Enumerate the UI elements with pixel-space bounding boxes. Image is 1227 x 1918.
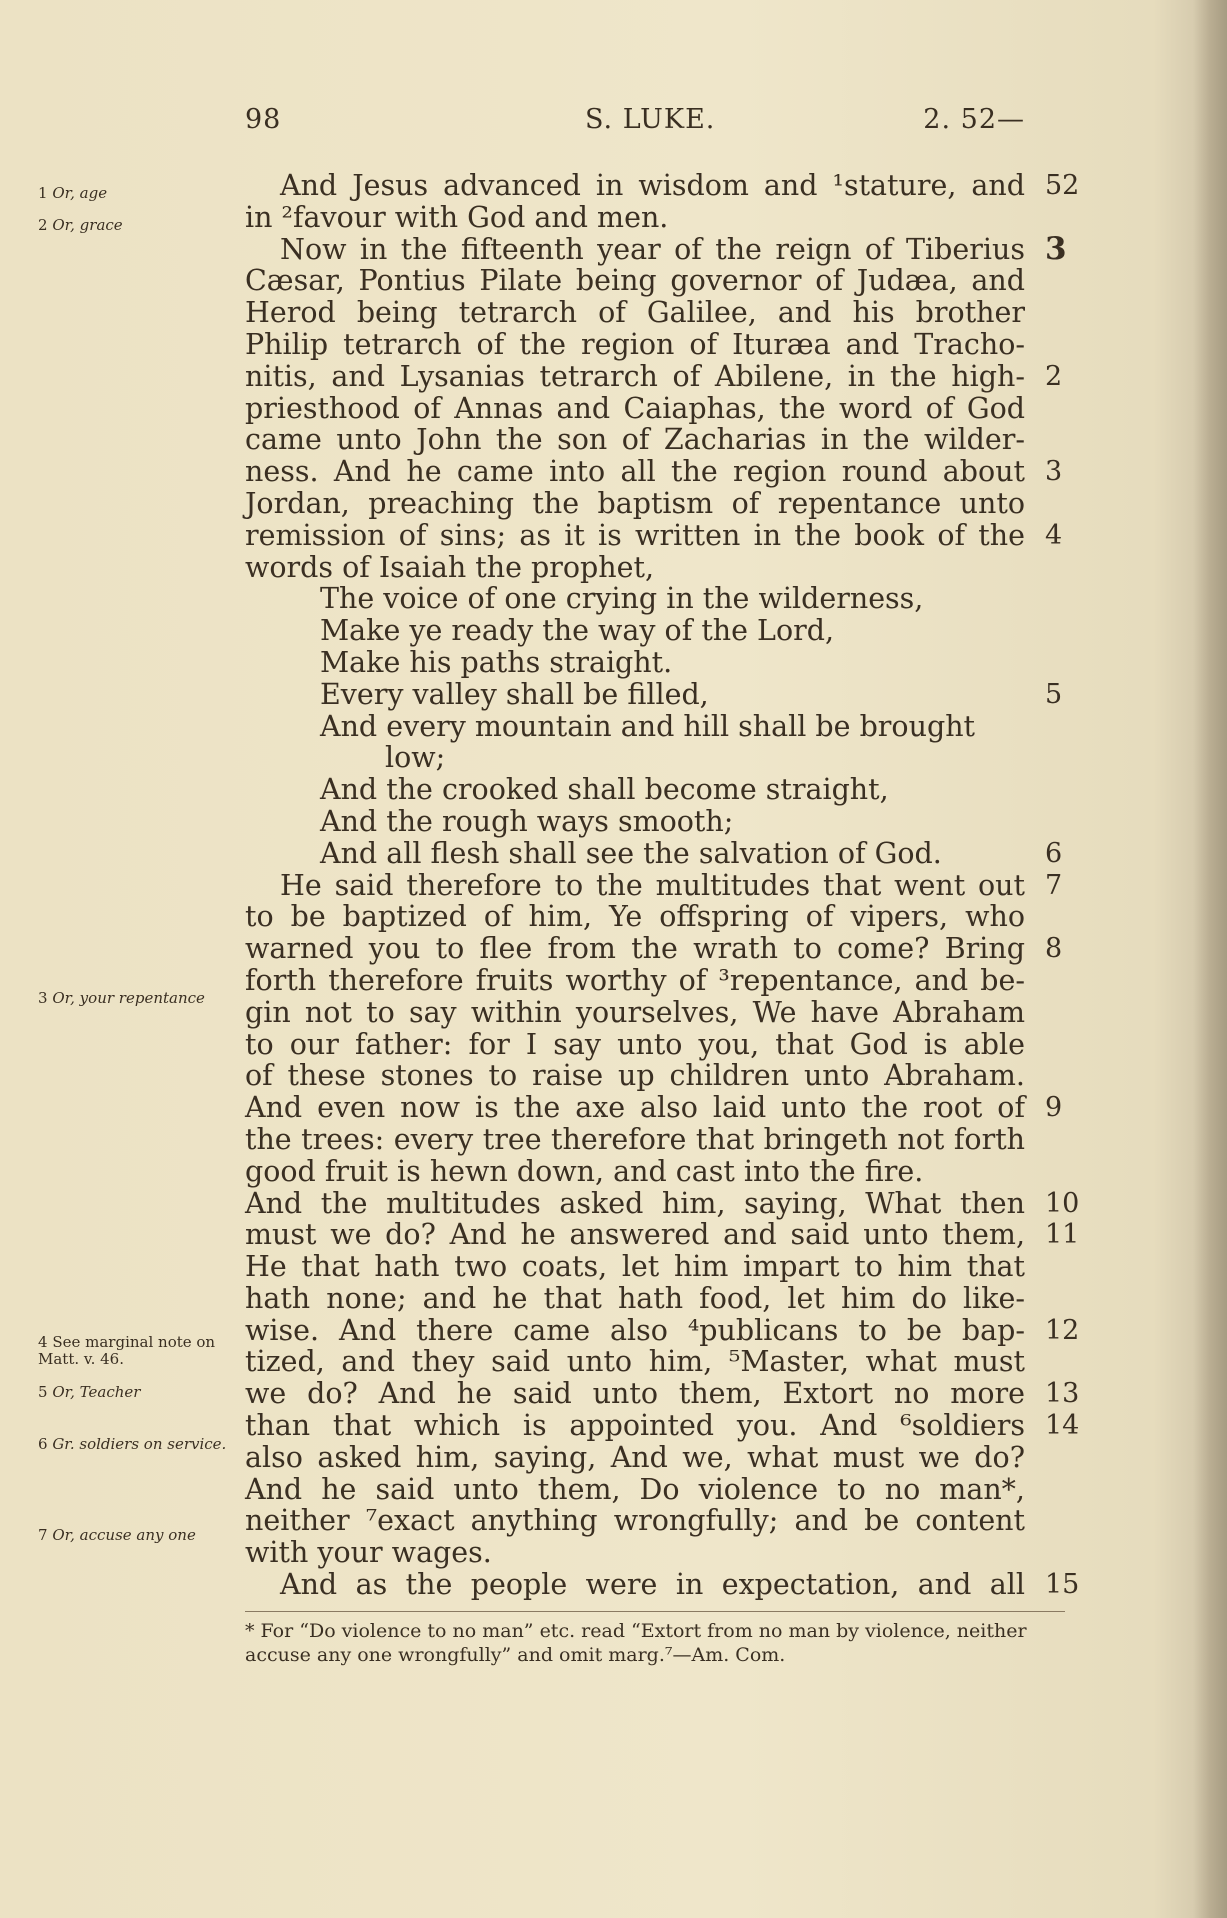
text-line (245, 1218, 1080, 1252)
line-text: And the crooked shall become straight, (320, 773, 889, 807)
text-line (245, 359, 1063, 393)
line-text: good fruit is hewn down, and cast into the fire. (245, 1154, 924, 1188)
text-line (245, 711, 1025, 743)
text-line (245, 1060, 1025, 1092)
chapter-verse-reference: 2. 52— (923, 104, 1025, 135)
text-line (245, 836, 1063, 870)
text-line (245, 488, 1025, 520)
line-text: And the multitudes asked him, saying, What then (245, 1186, 1025, 1220)
text-line (245, 552, 1025, 584)
line-text: And as the people were in expectation, and all (280, 1568, 1025, 1602)
verse-number: 12 (1045, 1314, 1080, 1346)
line-text: Now in the fifteenth year of the reign of Tiberius (280, 232, 1025, 266)
margin-note-7: 7 Or, accuse any one (38, 1526, 196, 1544)
margin-note-2: 2 Or, grace (38, 216, 123, 234)
text-line (245, 901, 1025, 933)
text-line (245, 1156, 1025, 1188)
verse-number: 8 (1045, 933, 1063, 965)
text-line (245, 806, 1025, 838)
verse-number: 9 (1045, 1092, 1063, 1124)
margin-note-3: 3 Or, your repentance (38, 989, 205, 1007)
line-text: to our father: for I say unto you, that God is able (245, 1027, 1025, 1061)
line-text: wise. And there came also ⁴publicans to be bap- (245, 1313, 1025, 1347)
margin-note-1: 1 Or, age (38, 184, 108, 202)
line-text: He said therefore to the multitudes that went out (280, 868, 1025, 902)
line-text: forth therefore fruits worthy of ³repentance, and be- (245, 963, 1025, 997)
line-text: gin not to say within yourselves, We have Abraham (245, 995, 1025, 1029)
line-text: Cæsar, Pontius Pilate being governor of Judæa, and (245, 264, 1025, 298)
line-text: hath none; and he that hath food, let him do like- (245, 1281, 1025, 1315)
margin-note-6: 6 Gr. soldiers on service. (38, 1435, 227, 1453)
margin-note-5: 5 Or, Teacher (38, 1383, 141, 1401)
line-text: with your wages. (245, 1536, 492, 1570)
line-text: of these stones to raise up children unto Abraham. (245, 1059, 1025, 1093)
verse-number: 3 (1045, 456, 1063, 488)
verse-number: 3 (1045, 230, 1067, 267)
line-text: the trees: every tree therefore that bringeth not forth (245, 1122, 1025, 1156)
page-edge-shadow (1193, 0, 1227, 1918)
line-text: Herod being tetrarch of Galilee, and his brother (245, 296, 1025, 330)
text-line (245, 868, 1063, 902)
line-text: in ²favour with God and men. (245, 200, 669, 234)
text-line (245, 393, 1025, 425)
line-text: Make ye ready the way of the Lord, (320, 614, 835, 648)
line-text: The voice of one crying in the wilderness, (320, 582, 924, 616)
line-text: Philip tetrarch of the region of Ituræa and Tracho- (245, 327, 1025, 361)
text-line (245, 1186, 1080, 1220)
page-number: 98 (245, 104, 282, 135)
text-line (245, 424, 1025, 456)
verse-number: 4 (1045, 519, 1063, 551)
text-line (245, 265, 1025, 297)
text-line (245, 1409, 1080, 1443)
line-text: also asked him, saying, And we, what must we do? (245, 1440, 1025, 1474)
line-text: And the rough ways smooth; (320, 804, 734, 838)
text-line (245, 1251, 1025, 1283)
verse-number: 6 (1045, 837, 1063, 869)
verse-number: 5 (1045, 678, 1063, 710)
verse-number: 13 (1045, 1378, 1080, 1410)
verse-number: 2 (1045, 360, 1063, 392)
verse-number: 52 (1045, 170, 1080, 201)
text-line (245, 1568, 1080, 1602)
text-line (245, 230, 1067, 267)
line-text: tized, and they said unto him, ⁵Master, what must (245, 1345, 1025, 1379)
text-line (245, 1029, 1025, 1061)
text-line (245, 1346, 1025, 1378)
text-line (245, 1091, 1063, 1125)
scripture-text (245, 169, 1080, 1602)
text-line (245, 997, 1025, 1029)
text-line (245, 742, 1025, 774)
text-line (245, 455, 1063, 489)
line-text: warned you to flee from the wrath to come? Bring (245, 932, 1025, 966)
line-text: words of Isaiah the prophet, (245, 550, 655, 584)
verse-number: 14 (1045, 1410, 1080, 1442)
line-text: And even now is the axe also laid unto the root of (245, 1091, 1025, 1125)
line-text: Jordan, preaching the baptism of repentance unto (245, 486, 1025, 520)
text-line (245, 615, 1025, 647)
verse-number: 10 (1045, 1187, 1080, 1219)
text-line (245, 297, 1025, 329)
text-line (245, 202, 1025, 234)
line-text: Make his paths straight. (320, 645, 673, 679)
line-text: ness. And he came into all the region round about (245, 455, 1025, 489)
text-line (245, 329, 1025, 361)
text-line (245, 1377, 1080, 1411)
text-line (245, 647, 1025, 679)
text-line (245, 932, 1063, 966)
line-text: He that hath two coats, let him impart to him that (245, 1250, 1025, 1284)
line-text: And he said unto them, Do violence to no man*, (245, 1472, 1025, 1506)
text-line (245, 583, 1025, 615)
text-line (245, 1474, 1025, 1506)
line-text: than that which is appointed you. And ⁶soldiers (245, 1409, 1025, 1443)
line-text: remission of sins; as it is written in the book of the (245, 518, 1025, 552)
line-text: must we do? And he answered and said unto them, (245, 1218, 1025, 1252)
verse-number: 11 (1045, 1219, 1080, 1251)
text-line (245, 774, 1025, 806)
running-header (245, 104, 1025, 144)
line-text: neither ⁷exact anything wrongfully; and be content (245, 1504, 1025, 1538)
line-text: to be baptized of him, Ye offspring of vipers, who (245, 900, 1025, 934)
text-line (245, 518, 1063, 552)
line-text: low; (385, 741, 446, 775)
margin-note-4: 4 See marginal note on Matt. v. 46. (38, 1333, 216, 1368)
line-text: And all flesh shall see the salvation of God. (320, 836, 942, 870)
line-text: priesthood of Annas and Caiaphas, the word of God (245, 391, 1025, 425)
footnote-rule (245, 1611, 1065, 1612)
text-line (245, 1537, 1025, 1569)
verse-number: 15 (1045, 1569, 1080, 1601)
text-line (245, 1313, 1080, 1347)
text-line (245, 1505, 1025, 1537)
line-text: nitis, and Lysanias tetrarch of Abilene, in the high- (245, 359, 1025, 393)
line-text: And every mountain and hill shall be brought (320, 709, 975, 743)
line-text: Every valley shall be filled, (320, 677, 709, 711)
verse-number: 7 (1045, 869, 1063, 901)
line-text: came unto John the son of Zacharias in the wilder- (245, 423, 1025, 457)
text-line (245, 965, 1025, 997)
text-line (245, 1283, 1025, 1315)
text-line (245, 677, 1063, 711)
line-text: And Jesus advanced in wisdom and ¹stature, and (280, 169, 1025, 202)
text-line (245, 1124, 1025, 1156)
text-line (245, 169, 1080, 202)
text-line (245, 1442, 1025, 1474)
book-title: S. LUKE. (585, 104, 716, 135)
footnote: * For “Do violence to no man” etc. read “Extort from no man by violence, neither accuse any one wrongfully” and omit marg.⁷—Am. Com. (245, 1620, 1027, 1666)
line-text: we do? And he said unto them, Extort no more (245, 1377, 1025, 1411)
